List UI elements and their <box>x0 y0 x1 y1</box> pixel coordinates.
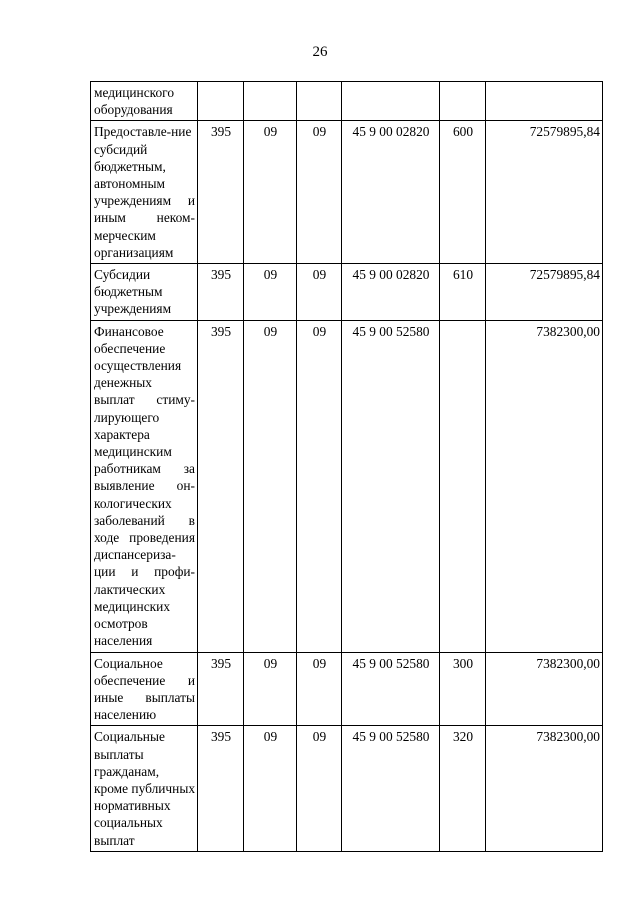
ministry-code-cell: 395 <box>198 121 244 264</box>
table-row <box>91 652 603 726</box>
expense-type-cell: 300 <box>440 652 486 726</box>
row-name-cell: Субсидии бюджетным учреждениям <box>91 264 198 321</box>
table-row <box>91 82 603 121</box>
ministry-code-cell: 395 <box>198 726 244 851</box>
target-article-cell <box>342 82 440 121</box>
row-name-cell: Социальные выплаты гражданам, кроме публичных нормативных социальных выплат <box>91 726 198 851</box>
target-article-cell: 45 9 00 02820 <box>342 121 440 264</box>
row-name-cell: Предоставле-ние субсидий бюджетным, автономным учреждениям и иным неком-мерческим организациям <box>91 121 198 264</box>
amount-cell: 72579895,84 <box>486 121 603 264</box>
ministry-code-cell: 395 <box>198 264 244 321</box>
subsection-code-cell: 09 <box>297 726 342 851</box>
subsection-code-cell: 09 <box>297 652 342 726</box>
target-article-cell: 45 9 00 02820 <box>342 264 440 321</box>
row-name-cell: медицинского оборудования <box>91 82 198 121</box>
target-article-cell: 45 9 00 52580 <box>342 652 440 726</box>
subsection-code-cell: 09 <box>297 121 342 264</box>
section-code-cell: 09 <box>244 652 297 726</box>
expense-type-cell: 610 <box>440 264 486 321</box>
table-row <box>91 320 603 652</box>
amount-cell: 72579895,84 <box>486 264 603 321</box>
target-article-cell: 45 9 00 52580 <box>342 726 440 851</box>
page-number: 26 <box>312 44 328 60</box>
subsection-code-cell: 09 <box>297 320 342 652</box>
table-row <box>91 264 603 321</box>
row-name-cell: Финансовое обеспечение осуществления денежных выплат стиму-лирующего характера медицинским работникам за выявление он-кологических заболеваний в ходе проведения диспансериза-ции и профи-лактических медицинских осмотров населения <box>91 320 198 652</box>
ministry-code-cell <box>198 82 244 121</box>
subsection-code-cell <box>297 82 342 121</box>
amount-cell: 7382300,00 <box>486 320 603 652</box>
section-code-cell <box>244 82 297 121</box>
expense-type-cell <box>440 82 486 121</box>
table-row <box>91 726 603 851</box>
row-name-cell: Социальное обеспечение и иные выплаты населению <box>91 652 198 726</box>
amount-cell: 7382300,00 <box>486 726 603 851</box>
expense-type-cell <box>440 320 486 652</box>
table-row <box>91 121 603 264</box>
ministry-code-cell: 395 <box>198 320 244 652</box>
section-code-cell: 09 <box>244 726 297 851</box>
subsection-code-cell: 09 <box>297 264 342 321</box>
section-code-cell: 09 <box>244 320 297 652</box>
expense-type-cell: 320 <box>440 726 486 851</box>
section-code-cell: 09 <box>244 264 297 321</box>
ministry-code-cell: 395 <box>198 652 244 726</box>
amount-cell: 7382300,00 <box>486 652 603 726</box>
section-code-cell: 09 <box>244 121 297 264</box>
budget-table <box>90 81 603 852</box>
target-article-cell: 45 9 00 52580 <box>342 320 440 652</box>
amount-cell <box>486 82 603 121</box>
expense-type-cell: 600 <box>440 121 486 264</box>
